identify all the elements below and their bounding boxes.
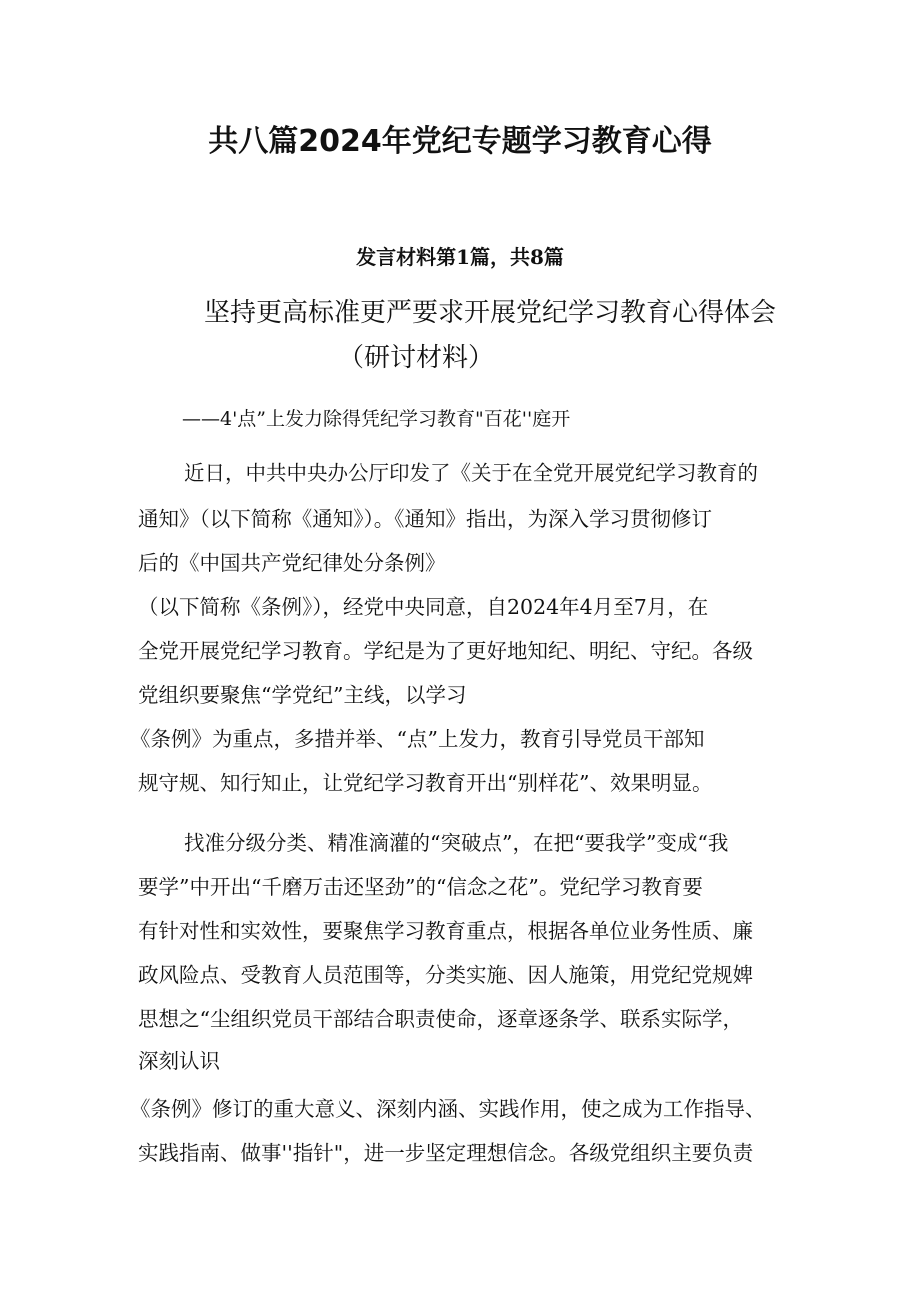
body-line: 有针对性和实效性，要聚焦学习教育重点，根据各单位业务性质、廉 [138,919,753,943]
body-line: 规守规、知行知止，让党纪学习教育开出“别样花”、效果明显。 [138,771,713,795]
body-line: 找准分级分类、精准滴灌的“突破点”，在把“要我学”变成“我 [184,831,729,855]
body-line: 《条例》为重点，多措并举、“点”上发力，教育引导党员干部知 [130,727,705,751]
body-line: 后的《中国共产党纪律处分条例》 [138,551,446,575]
body-line: 思想之“尘组织党员干部结合职责使命，逐章逐条学、联系实际学， [138,1007,743,1031]
body-line: 党组织要聚焦“学党纪”主线，以学习 [138,683,467,707]
article-heading-line-2: （研讨材料） [338,343,495,373]
body-line: （以下简称《条例》），经党中央同意，自2024年4月至7月，在 [138,595,709,619]
document-title: 共八篇2024年党纪专题学习教育心得 [208,124,712,159]
article-heading-line-1: 坚持更高标准更严要求开展党纪学习教育心得体会 [204,298,777,328]
body-line: 近日，中共中央办公厅印发了《关于在全党开展党纪学习教育的 [184,461,758,485]
body-line: 《条例》修订的重大意义、深刻内涵、实践作用，使之成为工作指导、 [130,1097,766,1121]
body-line: 全党开展党纪学习教育。学纪是为了更好地知纪、明纪、守纪。各级 [138,639,753,663]
body-line: 实践指南、做事''指针"，进一步坚定理想信念。各级党组织主要负责 [138,1141,754,1165]
body-line: 要学”中开出“千磨万击还坚劲”的“信念之花”。党纪学习教育要 [138,875,703,899]
article-subtitle: ——4'点”上发力除得凭纪学习教育"百花''庭开 [182,408,571,430]
section-label: 发言材料第1篇，共8篇 [356,245,564,269]
body-line: 政风险点、受教育人员范围等，分类实施、因人施策，用党纪党规婢 [138,963,753,987]
body-line: 通知》（以下简称《通知》）。《通知》指出，为深入学习贯彻修订 [138,507,712,531]
body-line: 深刻认识 [138,1049,220,1073]
